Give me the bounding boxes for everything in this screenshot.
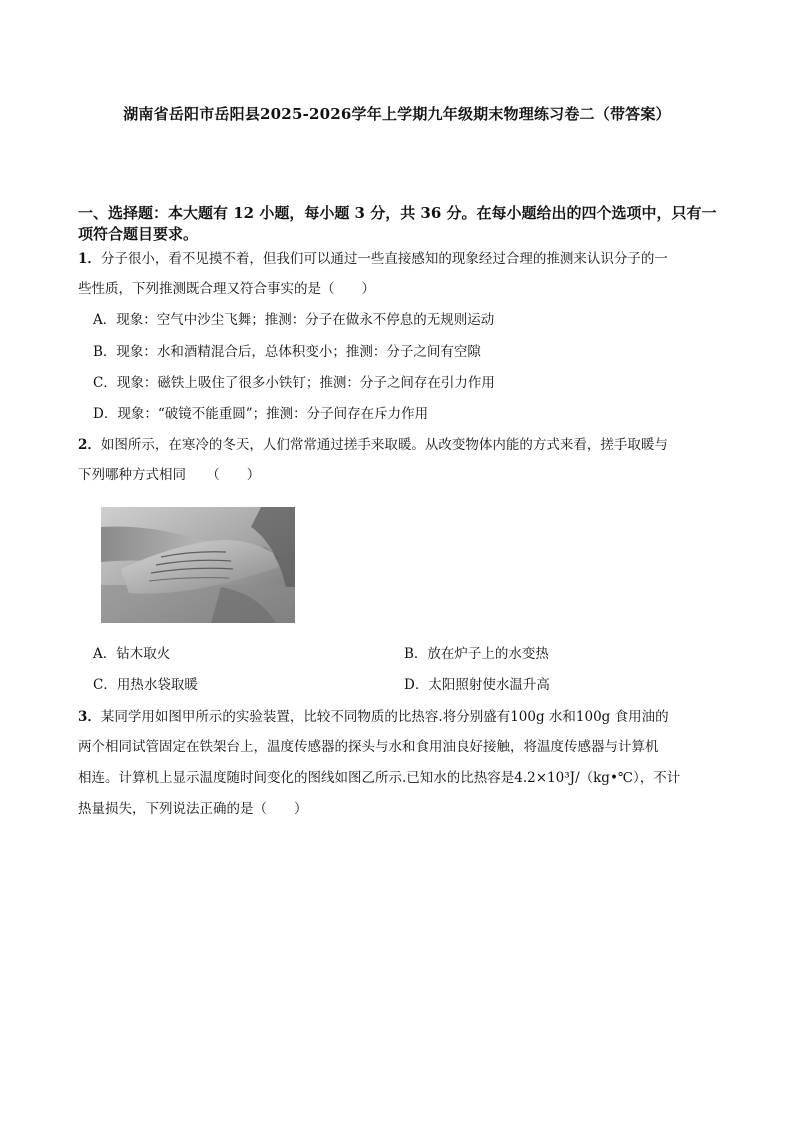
q1-number: 1．	[78, 251, 101, 267]
q2-stem-line2: 下列哪种方式相同 （ ）	[78, 467, 261, 483]
rubbing-hands-photo-icon	[101, 507, 295, 623]
q2-stem-text1: 如图所示，在寒冷的冬天，人们常常通过搓手来取暖。从改变物体内能的方式来看，搓手取暖与	[100, 437, 668, 453]
q3-stem-line1	[78, 708, 669, 726]
q1-stem-line2: 些性质，下列推测既合理又符合事实的是（ ）	[78, 281, 375, 297]
q3-number: 3．	[78, 709, 101, 725]
q1-stem-line1	[78, 250, 668, 268]
q1-option-a: A．现象：空气中沙尘飞舞；推测：分子在做永不停息的无规则运动	[93, 312, 495, 328]
q2-option-a: A．钻木取火	[93, 646, 171, 662]
q1-option-d: D．现象：“破镜不能重圆”；推测：分子间存在斥力作用	[93, 406, 429, 422]
q1-option-c: C．现象：磁铁上吸住了很多小铁钉；推测：分子之间存在引力作用	[93, 375, 495, 391]
q1-stem-text1: 分子很小，看不见摸不着，但我们可以通过一些直接感知的现象经过合理的推测来认识分子的一	[100, 251, 668, 267]
q2-option-b: B．放在炉子上的水变热	[404, 646, 549, 662]
q2-option-d: D．太阳照射使水温升高	[404, 677, 550, 693]
q3-stem-text1: 某同学用如图甲所示的实验装置，比较不同物质的比热容.将分别盛有100g 水和100g 食用油的	[100, 709, 669, 725]
q3-stem-line2: 两个相同试管固定在铁架台上，温度传感器的探头与水和食用油良好接触，将温度传感器与计算机	[78, 739, 659, 755]
q3-stem-line4: 热量损失，下列说法正确的是（ ）	[78, 801, 308, 817]
q2-option-c: C．用热水袋取暖	[93, 677, 198, 693]
section-heading-choice: 一、选择题：本大题有 12 小题，每小题 3 分，共 36 分。在每小题给出的四个选项中，只有一项符合题目要求。	[78, 204, 717, 243]
q3-stem-line3: 相连。计算机上显示温度随时间变化的图线如图乙所示.已知水的比热容是4.2×10³J/（kg•℃），不计	[78, 770, 681, 786]
q2-stem-line1	[78, 436, 668, 454]
q1-option-b: B．现象：水和酒精混合后，总体积变小；推测：分子之间有空隙	[93, 344, 481, 360]
page-title: 湖南省岳阳市岳阳县2025-2026学年上学期九年级期末物理练习卷二（带答案）	[123, 105, 671, 123]
q2-number: 2．	[78, 437, 101, 453]
